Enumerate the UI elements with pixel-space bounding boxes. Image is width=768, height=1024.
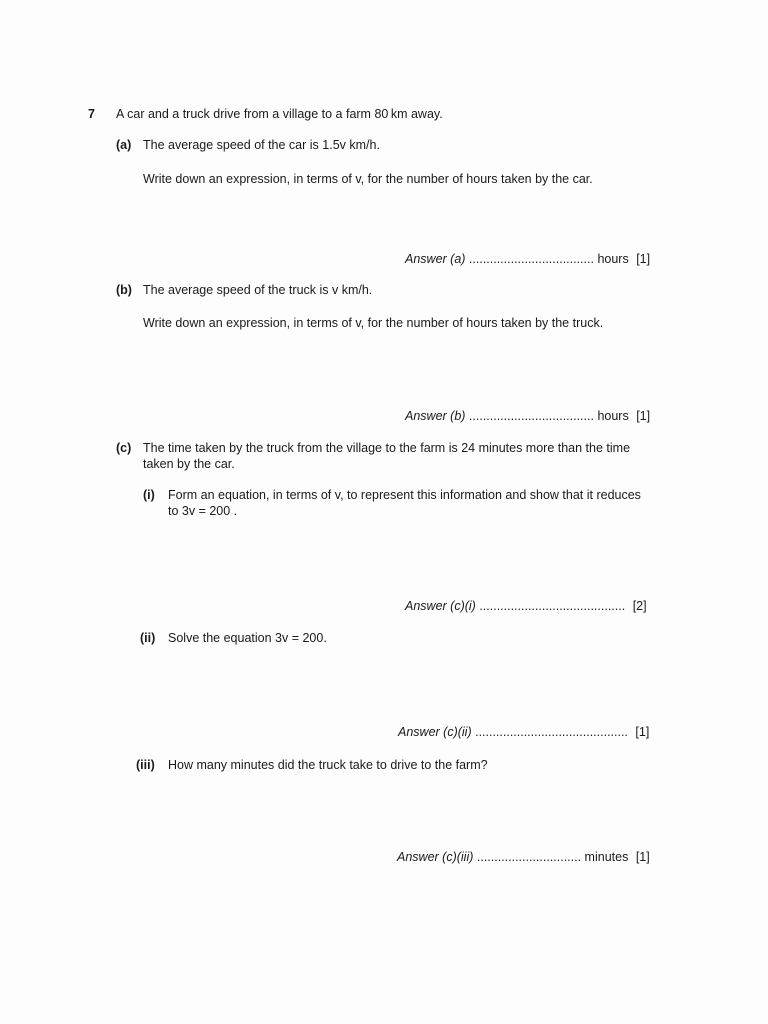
part-a-label: (a)	[116, 138, 132, 152]
part-c-ii-answer	[398, 725, 649, 739]
part-c-i-answer	[405, 599, 647, 613]
part-b-label: (b)	[116, 283, 132, 297]
part-b-answer-label: Answer (b)	[405, 409, 466, 423]
part-c-line2: taken by the car.	[143, 457, 235, 471]
part-c-ii-mark: [1]	[635, 725, 650, 739]
part-b-line1: The average speed of the truck is v km/h.	[143, 283, 373, 297]
part-c-iii-label: (iii)	[136, 758, 155, 772]
question-stem: A car and a truck drive from a village to a farm 80 km away.	[116, 107, 443, 121]
part-a-answer	[405, 252, 650, 266]
part-c-i-label: (i)	[143, 488, 155, 502]
part-c-iii-answer-label: Answer (c)(iii)	[397, 850, 474, 864]
part-a-mark: [1]	[636, 252, 651, 266]
part-a-unit: hours	[597, 252, 629, 266]
part-a-line1: The average speed of the car is 1.5v km/h.	[143, 138, 380, 152]
part-c-ii-label: (ii)	[140, 631, 156, 645]
question-number: 7	[88, 107, 95, 121]
part-a-answer-label: Answer (a)	[405, 252, 466, 266]
part-c-i-answer-label: Answer (c)(i)	[405, 599, 476, 613]
part-c-iii-mark: [1]	[635, 850, 650, 864]
part-c-i-line2: to 3v = 200 .	[168, 504, 238, 518]
part-c-i-answer-dots[interactable]: ..........................................	[479, 599, 626, 613]
part-b-answer-dots[interactable]: ....................................	[468, 409, 594, 423]
part-c-ii-answer-dots[interactable]: ............................................	[475, 725, 628, 739]
part-b-answer	[405, 409, 650, 423]
part-c-ii-line1: Solve the equation 3v = 200.	[168, 631, 327, 645]
part-c-i-line1: Form an equation, in terms of v, to represent this information and show that it reduces	[168, 488, 641, 502]
part-c-ii-answer-label: Answer (c)(ii)	[398, 725, 472, 739]
part-c-line1: The time taken by the truck from the village to the farm is 24 minutes more than the time	[143, 441, 631, 455]
part-b-line2: Write down an expression, in terms of v, for the number of hours taken by the truck.	[143, 316, 604, 330]
part-b-mark: [1]	[636, 409, 651, 423]
part-a-line2: Write down an expression, in terms of v, for the number of hours taken by the car.	[143, 172, 593, 186]
part-b-unit: hours	[597, 409, 629, 423]
part-c-iii-unit: minutes	[584, 850, 629, 864]
part-c-i-mark: [2]	[632, 599, 647, 613]
part-c-iii-answer-dots[interactable]: ..............................	[476, 850, 582, 864]
part-c-label: (c)	[116, 441, 132, 455]
part-c-iii-line1: How many minutes did the truck take to drive to the farm?	[168, 758, 488, 772]
part-a-answer-dots[interactable]: ....................................	[468, 252, 594, 266]
part-c-iii-answer	[397, 850, 650, 864]
